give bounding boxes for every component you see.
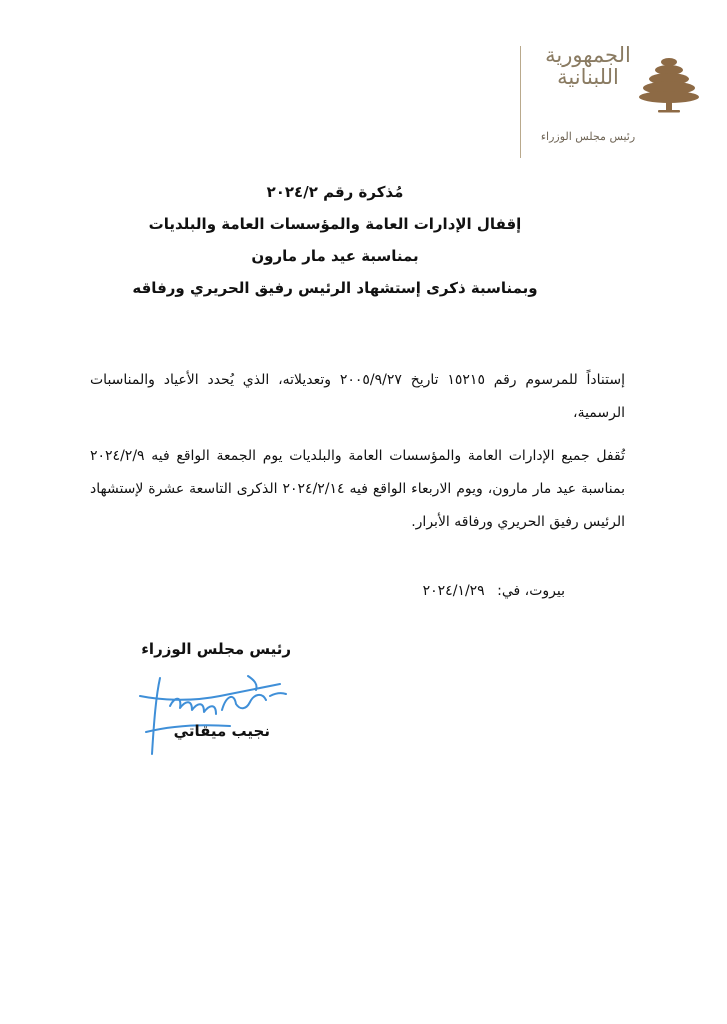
cedar-icon	[638, 52, 700, 114]
date-line	[380, 576, 565, 606]
letterhead-divider	[520, 46, 521, 158]
memo-subject: إقفال الإدارات العامة والمؤسسات العامة والبلديات	[148, 215, 522, 233]
wordmark-line2: اللبنانية	[557, 65, 619, 90]
body-paragraph-1: إستناداً للمرسوم رقم ١٥٢١٥ تاريخ ٢٠٠٥/٩/٢٧ وتعديلاته، الذي يُحدد الأعياد والمناسبات الرسمية،	[90, 372, 625, 421]
signatory-name: نجيب ميقاتي	[173, 722, 270, 740]
date-value: ٢٠٢٤/١/٢٩	[422, 583, 485, 599]
memo-occasion-2: وبمناسبة ذكرى إستشهاد الرئيس رفيق الحريري ورفاقه	[132, 279, 538, 297]
letterhead	[520, 40, 710, 158]
date-label: بيروت، في:	[497, 583, 565, 599]
wordmark-line1: الجمهورية	[545, 43, 631, 67]
memo-occasion-1: بمناسبة عيد مار مارون	[251, 247, 419, 265]
republic-wordmark	[538, 44, 638, 122]
memo-title-block	[120, 176, 550, 304]
body-paragraph-2: تُقفل جميع الإدارات العامة والمؤسسات العامة والبلديات يوم الجمعة الواقع فيه ٢٠٢٤/٢/٩ بمناسبة عيد مار مارون، ويوم الاربعاء الواقع فيه ٢٠٢٤/٢/١٤ الذكرى التاسعة عشرة لإستشهاد الرئيس رفيق الحريري ورفاقه الأبرار.	[90, 448, 625, 530]
memo-number: مُذكرة رقم ٢٠٢٤/٢	[266, 183, 404, 201]
office-label: رئيس مجلس الوزراء	[540, 130, 636, 143]
signatory-title: رئيس مجلس الوزراء	[141, 640, 291, 658]
handwritten-signature	[130, 666, 290, 761]
